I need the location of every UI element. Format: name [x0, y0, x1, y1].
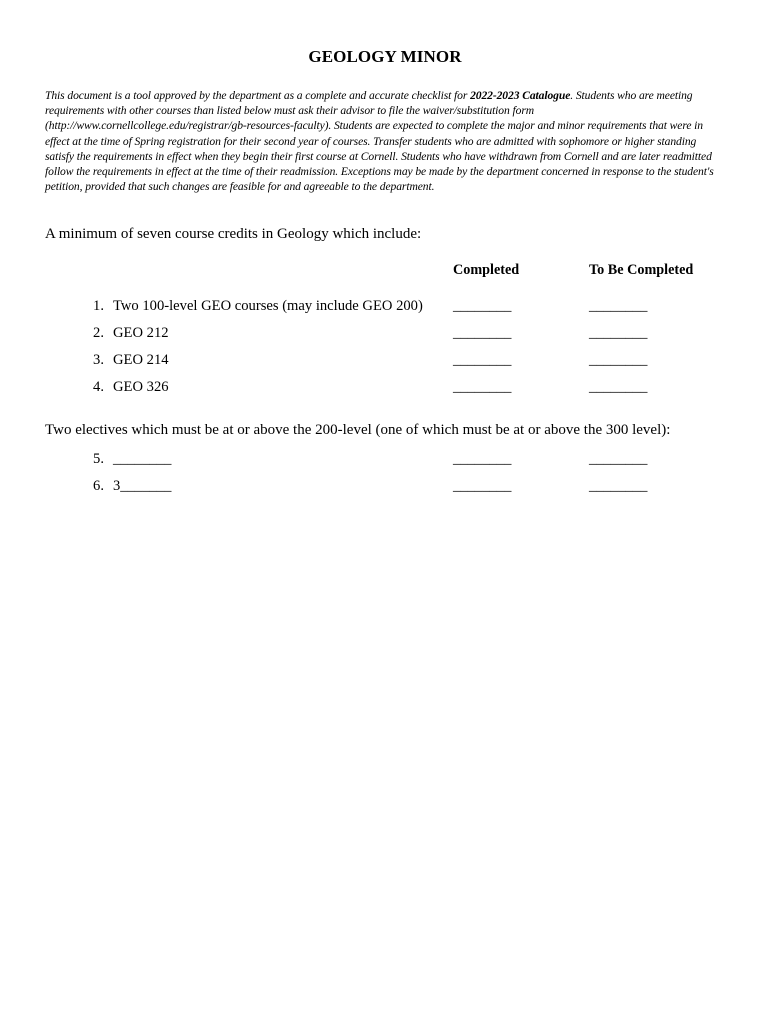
course-name: Two 100-level GEO courses (may include GEO 200) [113, 298, 423, 314]
to-be-completed-blank[interactable]: ________ [589, 379, 648, 395]
completed-blank[interactable]: ________ [453, 352, 512, 368]
list-number: 5. [93, 451, 104, 467]
to-be-completed-blank[interactable]: ________ [589, 478, 648, 494]
list-number: 4. [93, 379, 104, 395]
intro-text-rest: . Students who are meeting requirements with other courses than listed below must ask their advisor to file the waiver/substitution form (http://www.cornellcollege.edu/registrar/gb-resources-faculty). Students are expected to complete the major and minor requirements that were in effect at the time of Spring registration for their second year of courses. Transfer students who are admitted with sophomore or higher standing satisfy the requirements in effect when they begin their first course at Cornell. Students who have withdrawn from Cornell and are later readmitted follow the requirements in effect at the time of their readmission. Exceptions may be made by the department concerned in response to the student's petition, provided that such changes are feasible for and agreeable to the department. [45, 89, 714, 194]
completed-blank[interactable]: ________ [453, 379, 512, 395]
requirement-heading: A minimum of seven course credits in Geology which include: [45, 226, 422, 242]
list-number: 2. [93, 325, 104, 341]
completed-blank[interactable]: ________ [453, 451, 512, 467]
to-be-completed-blank[interactable]: ________ [589, 298, 648, 314]
catalogue-year: 2022-2023 Catalogue [470, 89, 571, 102]
to-be-completed-blank[interactable]: ________ [589, 451, 648, 467]
elective-course-blank[interactable]: ________ [113, 451, 172, 467]
completed-blank[interactable]: ________ [453, 325, 512, 341]
column-header-to-be-completed: To Be Completed [589, 262, 694, 278]
elective-row [0, 478, 770, 500]
column-header-completed: Completed [453, 262, 520, 278]
elective-row [0, 451, 770, 473]
course-name: GEO 212 [113, 325, 169, 341]
list-number: 1. [93, 298, 104, 314]
to-be-completed-blank[interactable]: ________ [589, 325, 648, 341]
list-number: 3. [93, 352, 104, 368]
required-course-row [0, 379, 770, 401]
document-title: GEOLOGY MINOR [308, 47, 462, 66]
to-be-completed-blank[interactable]: ________ [589, 352, 648, 368]
elective-course-blank[interactable]: 3_______ [113, 478, 172, 494]
required-course-row [0, 352, 770, 374]
intro-paragraph [45, 88, 725, 194]
required-course-row [0, 298, 770, 320]
course-name: GEO 326 [113, 379, 169, 395]
course-name: GEO 214 [113, 352, 169, 368]
elective-heading: Two electives which must be at or above the 200-level (one of which must be at or above the 300 level): [45, 422, 671, 438]
completed-blank[interactable]: ________ [453, 478, 512, 494]
completed-blank[interactable]: ________ [453, 298, 512, 314]
list-number: 6. [93, 478, 104, 494]
intro-text-start: This document is a tool approved by the department as a complete and accurate checklist for [45, 89, 471, 102]
required-course-row [0, 325, 770, 347]
